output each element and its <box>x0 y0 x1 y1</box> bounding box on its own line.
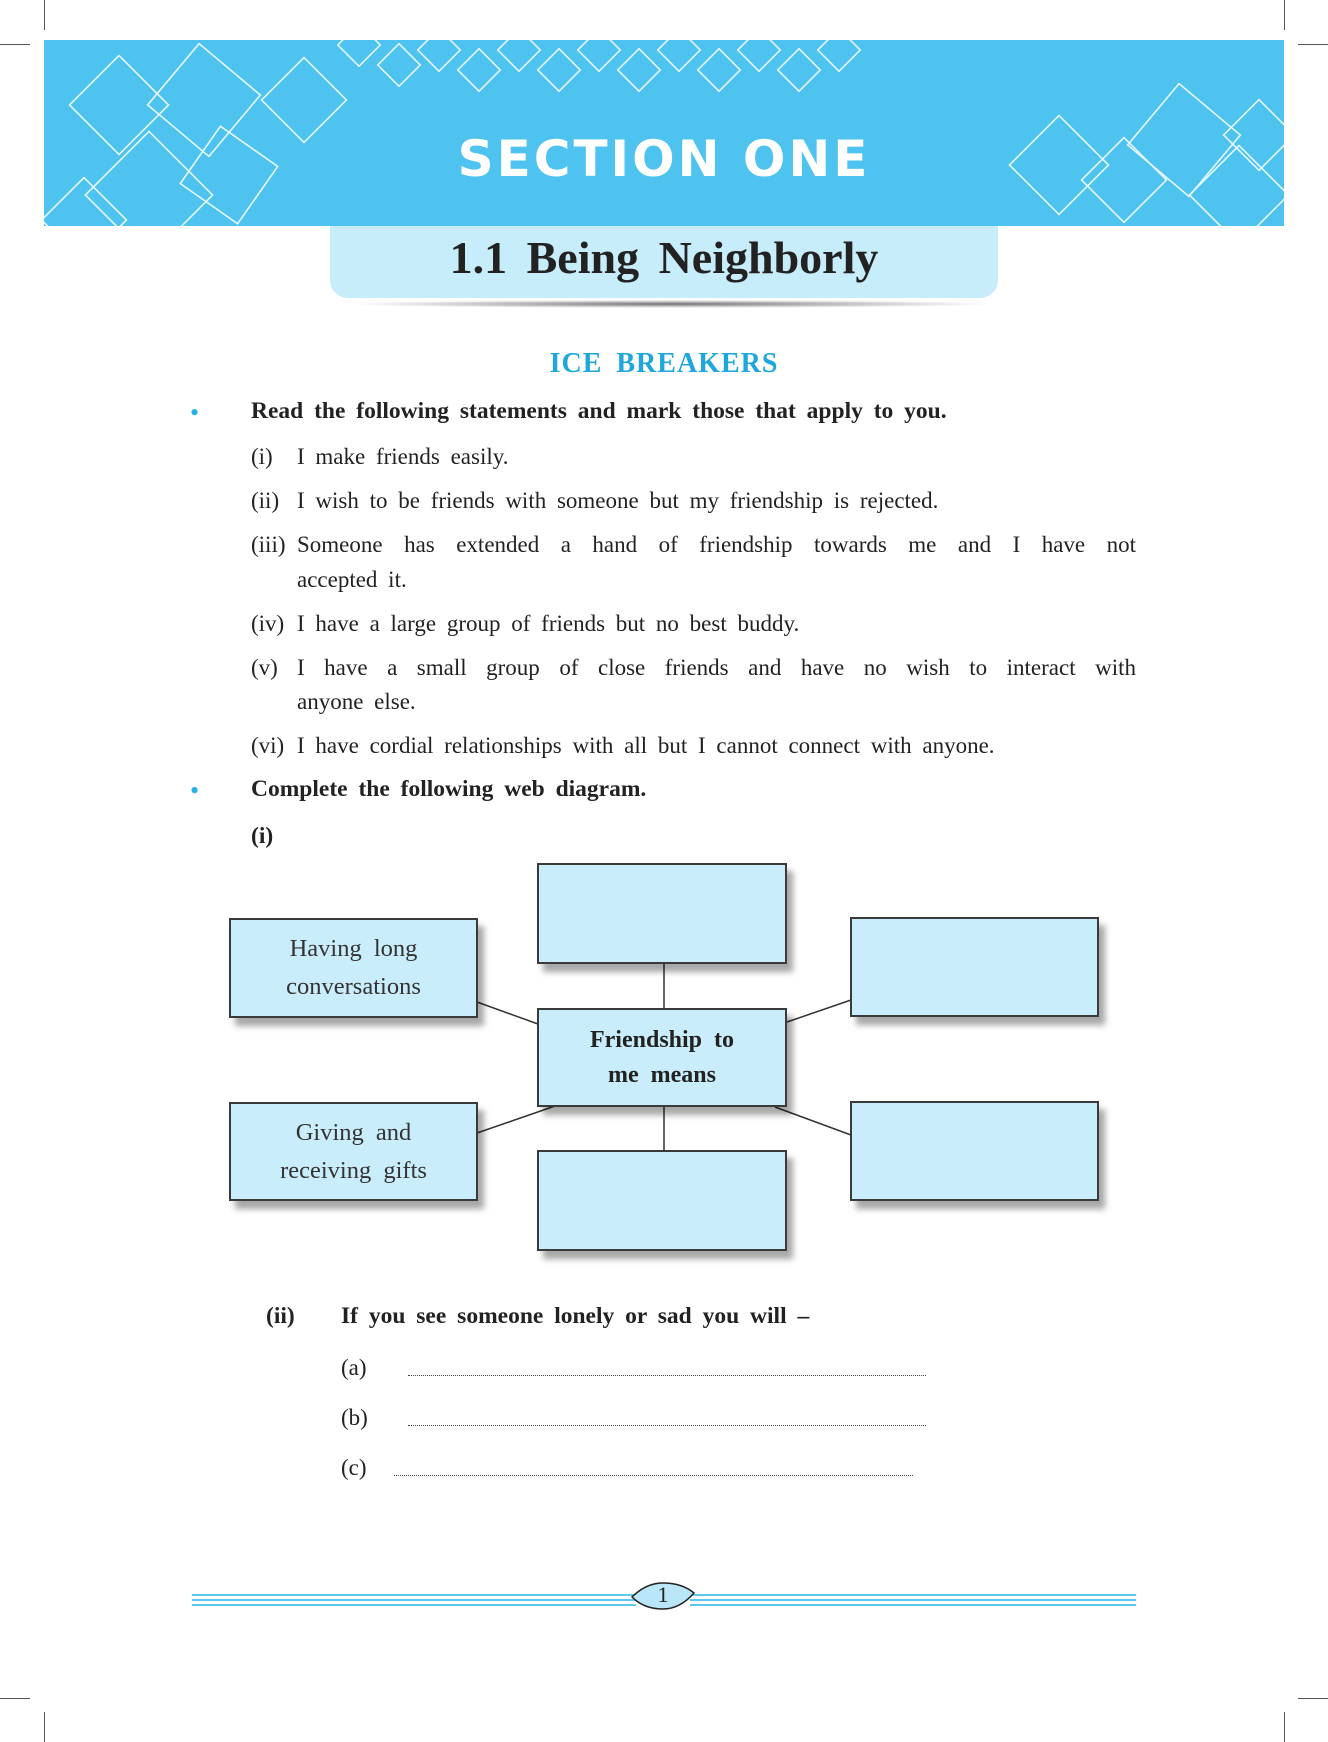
part-ii-label: (ii) <box>266 1303 295 1329</box>
diagram-box-text-line: Having long <box>289 935 418 962</box>
diagram-box-top-left-text <box>286 930 421 1006</box>
diagram-center-text-line: Friendship to <box>589 1026 735 1053</box>
crop-mark <box>1284 0 1285 30</box>
diagram-box-bottom-left <box>229 1102 478 1201</box>
statement-text: Someone has extended a hand of friendship towards me and I have not <box>297 532 1136 557</box>
footer-rule <box>690 1604 1136 1606</box>
diagram-box-text-line: Giving and <box>295 1118 412 1146</box>
diagram-box-top[interactable] <box>537 863 787 964</box>
diagram-box-bottom-right[interactable] <box>850 1101 1099 1201</box>
answer-option-label: (a) <box>341 1355 367 1380</box>
footer-rule <box>690 1599 1136 1601</box>
diagram-box-bottom-left-text <box>280 1114 427 1190</box>
diagram-box-text-line: receiving gifts <box>280 1156 427 1184</box>
statement-item <box>251 607 1136 641</box>
diagram-center-text-line: me means <box>608 1061 716 1088</box>
statement-item <box>251 729 1136 763</box>
statement-item <box>251 440 1136 474</box>
footer-rule <box>192 1594 636 1596</box>
chapter-title: 1.1 Being Neighborly <box>449 232 879 283</box>
section-title: SECTION ONE <box>457 130 871 188</box>
answer-line-b[interactable] <box>408 1425 926 1426</box>
instruction-2: Complete the following web diagram. <box>251 776 647 802</box>
diagram-box-bottom[interactable] <box>537 1150 787 1251</box>
diagram-box-top-left <box>229 918 478 1018</box>
crop-mark <box>1284 1712 1285 1742</box>
page-number: 1 <box>657 1582 669 1607</box>
statement-label: (iv) <box>251 611 285 636</box>
statement-label: (iii) <box>251 532 286 557</box>
statement-item <box>251 651 1136 685</box>
crop-mark <box>1298 44 1328 45</box>
footer-rule <box>690 1594 1136 1596</box>
statement-label: (vi) <box>251 733 285 758</box>
part-i-label: (i) <box>251 823 274 849</box>
statement-text: I have cordial relationships with all but I cannot connect with anyone. <box>297 733 995 758</box>
instruction-1: Read the following statements and mark those that apply to you. <box>251 398 947 424</box>
statement-text-continued: anyone else. <box>297 689 416 714</box>
statement-label: (v) <box>251 655 278 680</box>
diagram-box-text-line: conversations <box>286 973 421 1000</box>
statement-text: I have a large group of friends but no best buddy. <box>297 611 800 636</box>
statement-label: (i) <box>251 444 273 469</box>
crop-mark <box>1298 1698 1328 1699</box>
bullet-icon: • <box>190 398 200 427</box>
statement-label: (ii) <box>251 488 280 513</box>
crop-mark <box>44 1712 45 1742</box>
diagram-box-top-right[interactable] <box>850 917 1099 1017</box>
statement-text: I wish to be friends with someone but my friendship is rejected. <box>297 488 939 513</box>
answer-line-a[interactable] <box>408 1375 926 1376</box>
footer-rule <box>192 1604 636 1606</box>
diagram-center-box <box>537 1008 787 1107</box>
part-ii-question: If you see someone lonely or sad you will – <box>341 1303 810 1329</box>
statement-text-continued: accepted it. <box>297 567 407 592</box>
statement-item <box>251 528 1136 562</box>
bullet-icon: • <box>190 776 200 805</box>
diagram-center-text <box>590 1023 734 1093</box>
chapter-title-shadow <box>345 300 995 308</box>
answer-line-c[interactable] <box>394 1475 913 1476</box>
statement-item <box>251 484 1136 518</box>
crop-mark <box>0 1698 30 1699</box>
ice-breakers-heading: ICE BREAKERS <box>549 348 779 379</box>
answer-option-label: (c) <box>341 1455 367 1480</box>
answer-option-label: (b) <box>341 1405 368 1430</box>
crop-mark <box>44 0 45 30</box>
crop-mark <box>0 44 30 45</box>
statement-text: I have a small group of close friends and have no wish to interact with <box>297 655 1136 680</box>
statement-text: I make friends easily. <box>297 444 509 469</box>
footer-rule <box>192 1599 636 1601</box>
